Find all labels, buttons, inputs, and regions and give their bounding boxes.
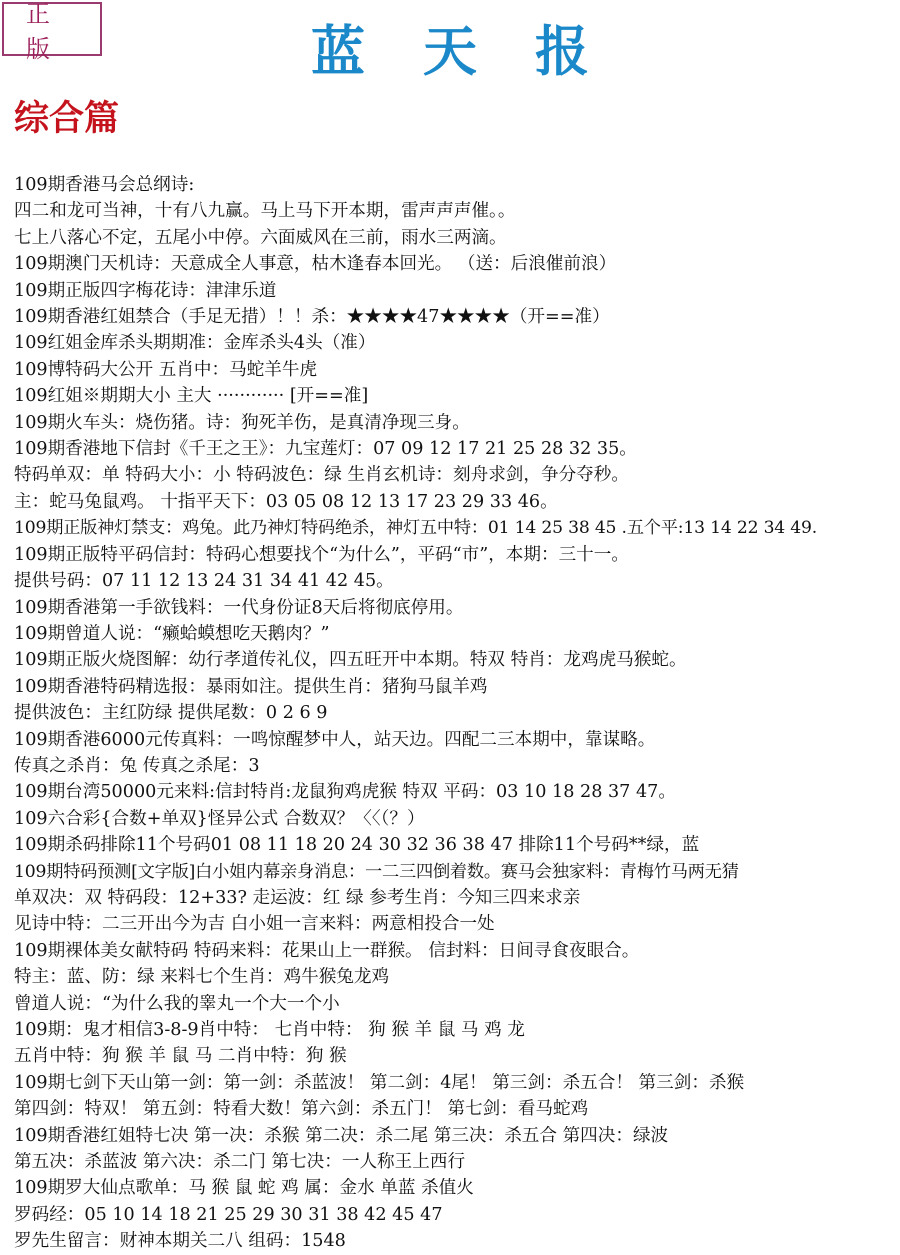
text-line: 109期正版火烧图解：幼行孝道传礼仪，四五旺开中本期。特双 特肖：龙鸡虎马猴蛇。	[14, 650, 687, 671]
text-line: 单双决：双 特码段：12+33? 走运波：红 绿 参考生肖：今知三四来求亲	[14, 887, 581, 908]
text-line: 七上八落心不定，五尾小中停。六面威风在三前，雨水三两滴。	[14, 227, 507, 248]
text-line: 传真之杀肖：兔 传真之杀尾：3	[14, 755, 260, 776]
text-line: 特主：蓝、防：绿 来料七个生肖：鸡牛猴兔龙鸡	[14, 967, 390, 988]
section-title: 综合篇	[14, 98, 120, 139]
text-line: 109红姐金库杀头期期准：金库杀头4头（准）	[14, 333, 376, 354]
text-line: 109红姐※期期大小 主大 ············ [开==准]	[14, 386, 369, 407]
text-line: 109期香港地下信封《千王之王》：九宝莲灯：07 09 12 17 21 25 28 32 35。	[14, 439, 637, 460]
text-line: 109期香港红姐禁合（手足无措）！！杀：★★★★47★★★★（开==准）	[14, 307, 610, 328]
text-line: 第五决：杀蓝波 第六决：杀二门 第七决：一人称王上西行	[14, 1152, 466, 1173]
text-line: 提供波色：主红防绿 提供尾数：0 2 6 9	[14, 703, 328, 724]
text-line: 109期香港6000元传真料：一鸣惊醒梦中人，站天边。四配二三本期中，靠谋略。	[14, 729, 656, 750]
text-line: 曾道人说：“为什么我的睾丸一个大一个小	[14, 993, 340, 1014]
text-line: 罗码经：05 10 14 18 21 25 29 30 31 38 42 45 47	[14, 1204, 443, 1225]
text-line: 109期香港马会总纲诗:	[14, 175, 195, 195]
text-line: 109期香港红姐特七决 第一决：杀猴 第二决：杀二尾 第三决：杀五合 第四决：绿波	[14, 1125, 669, 1146]
text-line: 四二和龙可当神，十有八九赢。马上马下开本期，雷声声声催。。	[14, 201, 516, 222]
text-line: 109期曾道人说：“癞蛤蟆想吃天鹅肉？”	[14, 623, 330, 644]
text-line: 特码单双：单 特码大小：小 特码波色：绿 生肖玄机诗：刻舟求剑，争分夺秒。	[14, 465, 629, 486]
paper-title: 蓝天报	[311, 19, 647, 83]
text-line: 109期香港特码精选报：暴雨如注。提供生肖：猪狗马鼠羊鸡	[14, 676, 488, 697]
text-line: 五肖中特：狗 猴 羊 鼠 马 二肖中特：狗 猴	[14, 1046, 347, 1067]
authentic-edition-badge: 正版	[2, 2, 102, 56]
text-line: 109期杀码排除11个号码01 08 11 18 20 24 30 32 36 38 47 排除11个号码**绿，蓝	[14, 835, 700, 856]
article-body	[14, 172, 894, 1255]
text-line: 109期罗大仙点歌单：马 猴 鼠 蛇 鸡 属：金水 单蓝 杀值火	[14, 1178, 474, 1199]
text-line: 109博特码大公开 五肖中：马蛇羊牛虎	[14, 359, 318, 380]
text-line: 109期正版四字梅花诗：津津乐道	[14, 280, 277, 301]
text-line: 109期火车头：烧伤猪。诗：狗死羊伤，是真清净现三身。	[14, 412, 470, 433]
text-line: 109期澳门天机诗：天意成全人事意，枯木逢春本回光。 （送：后浪催前浪）	[14, 254, 617, 275]
text-line: 109期香港第一手欲钱料：一代身份证8天后将彻底停用。	[14, 597, 464, 618]
text-line: 109期七剑下天山第一剑：第一剑：杀蓝波！ 第二剑：4尾！ 第三剑：杀五合！ 第三剑：杀猴	[14, 1072, 745, 1093]
text-line: 第四剑：特双！ 第五剑：特看大数！第六剑：杀五门！ 第七剑：看马蛇鸡	[14, 1099, 589, 1120]
text-line: 109六合彩{合数+单双}怪异公式 合数双？〈〈（？）	[14, 808, 425, 829]
text-line: 主：蛇马兔鼠鸡。 十指平天下：03 05 08 12 13 17 23 29 33 46。	[14, 491, 558, 512]
text-line: 见诗中特：二三开出今为吉 白小姐一言来料：两意相投合一处	[14, 914, 495, 935]
text-line: 109期：鬼才相信3-8-9肖中特： 七肖中特： 狗 猴 羊 鼠 马 鸡 龙	[14, 1020, 525, 1040]
text-line: 109期特码预测[文字版]白小姐内幕亲身消息：一二三四倒着数。赛马会独家料：青梅竹马两无猜	[14, 861, 739, 882]
text-line: 109期正版神灯禁支：鸡兔。此乃神灯特码绝杀，神灯五中特：01 14 25 38 45 .五个平:13 14 22 34 49.	[14, 518, 818, 539]
text-line: 提供号码：07 11 12 13 24 31 34 41 42 45。	[14, 571, 394, 592]
text-line: 109期正版特平码信封：特码心想要找个“为什么”，平码“市”，本期：三十一。	[14, 544, 629, 565]
text-line: 109期裸体美女献特码 特码来料：花果山上一群猴。 信封料：日间寻食夜眼合。	[14, 940, 640, 961]
text-line: 罗先生留言：财神本期关二八 组码：1548	[14, 1231, 346, 1252]
text-line: 109期台湾50000元来料:信封特肖:龙鼠狗鸡虎猴 特双 平码：03 10 18 28 37 47。	[14, 782, 676, 803]
